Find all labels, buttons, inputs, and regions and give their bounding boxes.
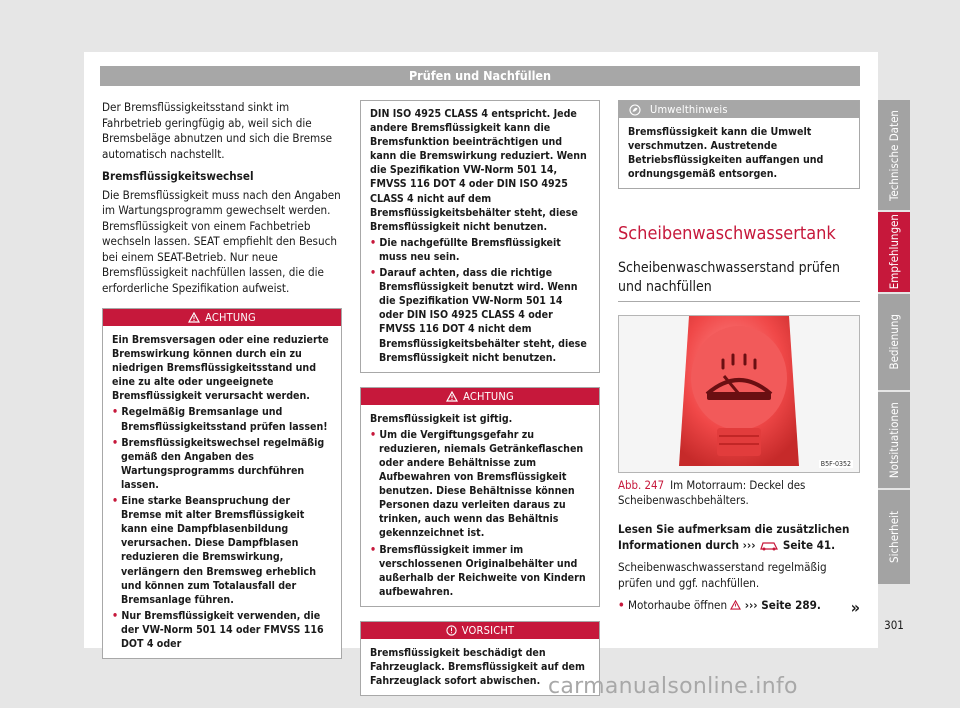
tab-technische-daten[interactable]: Technische Daten bbox=[878, 100, 910, 210]
tab-empfehlungen[interactable]: Empfehlungen bbox=[878, 212, 910, 292]
step-page-link[interactable]: Seite 289. bbox=[761, 598, 821, 613]
subheading-brake-fluid-change: Bremsflüssigkeitswechsel bbox=[102, 169, 254, 183]
watermark: carmanualsonline.info bbox=[548, 674, 798, 699]
column-left bbox=[102, 100, 342, 659]
caution-body: Bremsflüssigkeit beschädigt den Fahrzeuglack. Bremsflüssigkeit auf dem Fahrzeuglack sofort abwischen. bbox=[370, 646, 585, 688]
caution-header: VORSICHT bbox=[361, 622, 599, 639]
page-number: 301 bbox=[884, 618, 904, 632]
column-middle bbox=[360, 100, 600, 696]
environment-header: Umwelthinweis bbox=[619, 101, 859, 118]
tab-notsituationen[interactable]: Notsituationen bbox=[878, 392, 910, 488]
warning-icon bbox=[730, 600, 741, 610]
page-header: Prüfen und Nachfüllen bbox=[100, 66, 860, 86]
warning-box-1 bbox=[102, 308, 342, 659]
reference-paragraph: Lesen Sie aufmerksam die zusätzlichen Informationen durch ››› Seite 41. bbox=[618, 522, 850, 552]
column-right bbox=[618, 100, 860, 618]
reference-link[interactable]: Seite 41. bbox=[782, 537, 836, 552]
step-item: • Motorhaube öffnen ››› Seite 289. bbox=[618, 598, 821, 613]
step-row bbox=[618, 598, 860, 618]
intro-paragraph: Der Bremsflüssigkeitsstand sinkt im Fahrbetrieb geringfügig ab, weil sich die Bremsbeläge abnutzen und sich die Bremse automatisch nachstellt. bbox=[102, 100, 333, 161]
warning-item: • Regelmäßig Bremsanlage und Bremsflüssigkeitsstand prüfen lassen! bbox=[112, 406, 328, 433]
environment-body: Bremsflüssigkeit kann die Umwelt verschmutzen. Austretende Betriebsflüssigkeiten auffangen und ordnungsgemäß entsorgen. bbox=[628, 126, 824, 181]
brake-change-paragraph: Die Bremsflüssigkeit muss nach den Angaben im Wartungsprogramm gewechselt werden. Bremsflüssigkeit von einem Fachbetrieb wechseln lassen. SEAT empfiehlt den Besuch bei einem SEAT-Betrieb. Nur neue Bremsflüssigkeit nachfüllen lassen, die die erforderliche Spezifikation aufweist. bbox=[102, 187, 341, 295]
warning-item: • Bremsflüssigkeitswechsel regelmäßig gemäß den Angaben des Wartungsprogramms durchführen lassen. bbox=[112, 436, 325, 491]
figure-caption: Abb. 247 Im Motorraum: Deckel des Scheibenwaschbehälters. bbox=[618, 478, 806, 508]
figure-code: B5F-0352 bbox=[820, 460, 851, 469]
continue-marker: » bbox=[850, 598, 860, 618]
figure-washer-cap bbox=[618, 315, 860, 473]
environment-box bbox=[618, 100, 860, 189]
info-circle-icon bbox=[446, 625, 457, 636]
warning-item: • Nur Bremsflüssigkeit verwenden, die der VW-Norm 501 14 oder FMVSS 116 DOT 4 oder bbox=[112, 609, 324, 650]
warning-icon bbox=[446, 391, 458, 402]
warning-item: • Um die Vergiftungsgefahr zu reduzieren, niemals Getränkeflaschen oder andere Behältnisse zum Aufbewahren von Bremsflüssigkeit benutzen. Diese Behältnisse können Personen dazu verleiten daraus zu trinken, auch wenn das Behältnis gekennzeichnet ist. bbox=[370, 428, 584, 540]
warning-header: ACHTUNG bbox=[103, 309, 341, 326]
section-rule bbox=[618, 301, 860, 302]
car-book-icon bbox=[759, 539, 779, 551]
warning-body: Bremsflüssigkeit ist giftig. • Um die Vergiftungsgefahr zu reduzieren, niemals Getränkeflaschen oder andere Behältnisse zum Aufbewahren von Bremsflüssigkeit benutzen. Diese Behältnisse können Personen dazu verleiten daraus zu trinken, auch wenn das Behältnis gekennzeichnet ist. • Bremsflüssigkeit immer im verschlossenen Originalbehälter und außerhalb der Reichweite von Kindern aufbewahren. bbox=[361, 405, 599, 606]
warning-item: • Die nachgefüllte Bremsflüssigkeit muss neu sein. bbox=[370, 236, 561, 263]
warning-body: Ein Bremsversagen oder eine reduzierte Bremswirkung können durch ein zu niedrigen Bremsflüssigkeitsstand und eine zu alte oder ungeeignete Bremsflüssigkeit verursacht werden. • Regelmäßig Bremsanlage und Bremsflüssigkeitsstand prüfen lassen! • Bremsflüssigkeitswechsel regelmäßig gemäß den Angaben des Wartungsprogramms durchführen lassen. • Eine starke Beanspruchung der Bremse mit alter Bremsflüssigkeit kann eine Dampfblasenbildung verursachen. Diese Dampfblasen reduzieren die Bremswirkung, verlängern den Bremsweg erheblich und können zum Totalausfall der Bremsanlage führen. • Nur Bremsflüssigkeit verwenden, die der VW-Norm 501 14 oder FMVSS 116 DOT 4 oder bbox=[103, 326, 341, 658]
warning-item: • Bremsflüssigkeit immer im verschlossenen Originalbehälter und außerhalb der Reichweite von Kindern aufbewahren. bbox=[370, 543, 586, 598]
warning-icon bbox=[188, 312, 200, 323]
section-title: Scheibenwaschwasserstand prüfen und nachfüllen bbox=[618, 260, 840, 296]
washer-reservoir-cap-image bbox=[619, 316, 859, 472]
tab-sicherheit[interactable]: Sicherheit bbox=[878, 490, 910, 584]
warning-header: ACHTUNG bbox=[361, 388, 599, 405]
environment-icon bbox=[629, 104, 641, 116]
tab-bedienung[interactable]: Bedienung bbox=[878, 294, 910, 390]
warning-box-1-continued: DIN ISO 4925 CLASS 4 entspricht. Jede andere Bremsflüssigkeit kann die Bremsfunktion beeinträchtigen und kann die Bremswirkung reduziert. Wenn die Spezifikation VW-Norm 501 14, FMVSS 116 DOT 4 oder DIN ISO 4925 CLASS 4 nicht auf dem Bremsflüssigkeitsbehälter steht, diese Bremsflüssigkeit nicht benutzen. • Die nachgefüllte Bremsflüssigkeit muss neu sein. • Darauf achten, dass die richtige Bremsflüssigkeit benutzt wird. Wenn die Spezifikation VW-Norm 501 14 oder DIN ISO 4925 CLASS 4 oder FMVSS 116 DOT 4 nicht dem Bremsflüssigkeitsbehälter steht, diese Bremsflüssigkeit nicht benutzen. bbox=[360, 100, 600, 373]
body-paragraph: Scheibenwaschwasserstand regelmäßig prüfen und ggf. nachfüllen. bbox=[618, 560, 827, 590]
warning-item: • Darauf achten, dass die richtige Bremsflüssigkeit benutzt wird. Wenn die Spezifikation VW-Norm 501 14 oder DIN ISO 4925 CLASS 4 oder FMVSS 116 DOT 4 nicht dem Bremsflüssigkeitsbehälter steht, diese Bremsflüssigkeit nicht benutzen. bbox=[370, 267, 587, 364]
chapter-title: Scheibenwaschwassertank bbox=[618, 223, 836, 245]
warning-box-2 bbox=[360, 387, 600, 607]
warning-item: • Eine starke Beanspruchung der Bremse mit alter Bremsflüssigkeit kann eine Dampfblasenbildung verursachen. Diese Dampfblasen reduzieren die Bremswirkung, verlängern den Bremsweg erheblich und können zum Totalausfall der Bremsanlage führen. bbox=[112, 495, 316, 606]
